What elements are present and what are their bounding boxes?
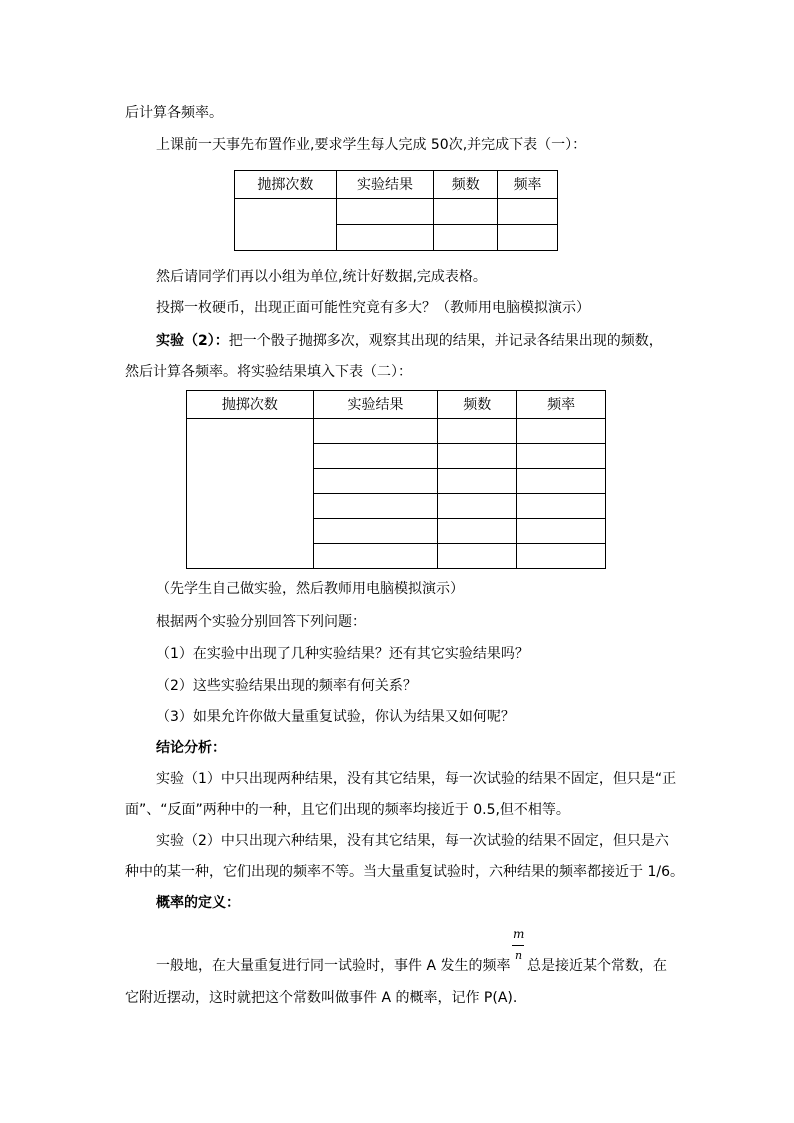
table-cell	[498, 199, 558, 225]
table-cell	[313, 469, 438, 494]
table-cell	[438, 494, 517, 519]
paragraph-3: 然后请同学们再以小组为单位,统计好数据,完成表格。	[156, 269, 487, 285]
paragraph-16: 种中的某一种，它们出现的频率不等。当大量重复试验时，六种结果的频率都接近于 1/6。	[125, 864, 684, 880]
table-cell	[336, 199, 434, 225]
table-1-header-cell: 频率	[498, 171, 558, 199]
table-cell	[517, 419, 606, 444]
experiment-2-text: 把一个骰子抛掷多次，观察其出现的结果，并记录各结果出现的频数，	[228, 333, 663, 349]
table-row	[235, 199, 558, 225]
table-cell	[438, 544, 517, 569]
paragraph-18a: 一般地，在大量重复进行同一试验时，事件 A 发生的频率	[156, 958, 511, 974]
section-heading-definition: 概率的定义：	[156, 895, 240, 911]
paragraph-2: 上课前一天事先布置作业,要求学生每人完成 50次,并完成下表（一）：	[156, 137, 587, 153]
table-1-merged-cell	[235, 199, 337, 251]
table-2-header-cell: 实验结果	[313, 391, 438, 419]
table-row	[187, 419, 606, 444]
table-cell	[313, 519, 438, 544]
paragraph-14: 面”、“反面”两种中的一种，且它们出现的频率均接近于 0.5,但不相等。	[125, 802, 570, 818]
table-cell	[517, 469, 606, 494]
table-1-header-cell: 抛掷次数	[235, 171, 337, 199]
table-cell	[313, 444, 438, 469]
experiment-2-label: 实验（2）：	[156, 333, 229, 349]
table-cell	[336, 225, 434, 251]
question-1: （1）在实验中出现了几种实验结果？还有其它实验结果吗？	[156, 646, 529, 662]
paragraph-15: 实验（2）中只出现六种结果，没有其它结果，每一次试验的结果不固定，但只是六	[156, 833, 669, 849]
question-2: （2）这些实验结果出现的频率有何关系？	[156, 678, 417, 694]
section-heading-conclusion: 结论分析：	[156, 740, 226, 756]
fraction-denominator: n	[515, 949, 523, 962]
table-cell	[313, 494, 438, 519]
table-cell	[313, 419, 438, 444]
fraction-numerator: m	[513, 927, 525, 941]
table-cell	[434, 199, 498, 225]
table-cell	[438, 444, 517, 469]
paragraph-19: 它附近摆动，这时就把这个常数叫做事件 A 的概率，记作 P(A).	[125, 990, 518, 1006]
table-2-header-row	[187, 391, 606, 419]
fraction-bar	[512, 945, 524, 946]
paragraph-5	[156, 331, 663, 351]
paragraph-4: 投掷一枚硬币，出现正面可能性究竟有多大？（教师用电脑模拟演示）	[156, 300, 590, 316]
table-cell	[438, 419, 517, 444]
table-1-header-cell: 实验结果	[336, 171, 434, 199]
paragraph-6: 然后计算各频率。将实验结果填入下表（二）：	[125, 364, 412, 380]
table-cell	[517, 444, 606, 469]
question-3: （3）如果允许你做大量重复试验，你认为结果又如何呢？	[156, 709, 515, 725]
table-2-merged-cell	[187, 419, 314, 569]
table-2	[186, 390, 606, 569]
table-2-header-cell: 频率	[517, 391, 606, 419]
paragraph-7: （先学生自己做实验，然后教师用电脑模拟演示）	[156, 581, 464, 597]
paragraph-8: 根据两个实验分别回答下列问题：	[156, 614, 366, 630]
table-cell	[517, 519, 606, 544]
table-2-header-cell: 频数	[438, 391, 517, 419]
paragraph-13: 实验（1）中只出现两种结果，没有其它结果，每一次试验的结果不固定，但只是“正	[156, 771, 677, 787]
table-cell	[438, 469, 517, 494]
table-1	[234, 170, 558, 251]
table-cell	[438, 519, 517, 544]
table-cell	[517, 494, 606, 519]
table-1-header-row	[235, 171, 558, 199]
table-cell	[434, 225, 498, 251]
table-2-header-cell: 抛掷次数	[187, 391, 314, 419]
table-1-header-cell: 频数	[434, 171, 498, 199]
paragraph-18b: 总是接近某个常数，在	[527, 958, 667, 974]
table-cell	[498, 225, 558, 251]
table-cell	[517, 544, 606, 569]
table-cell	[313, 544, 438, 569]
paragraph-1: 后计算各频率。	[125, 105, 223, 121]
